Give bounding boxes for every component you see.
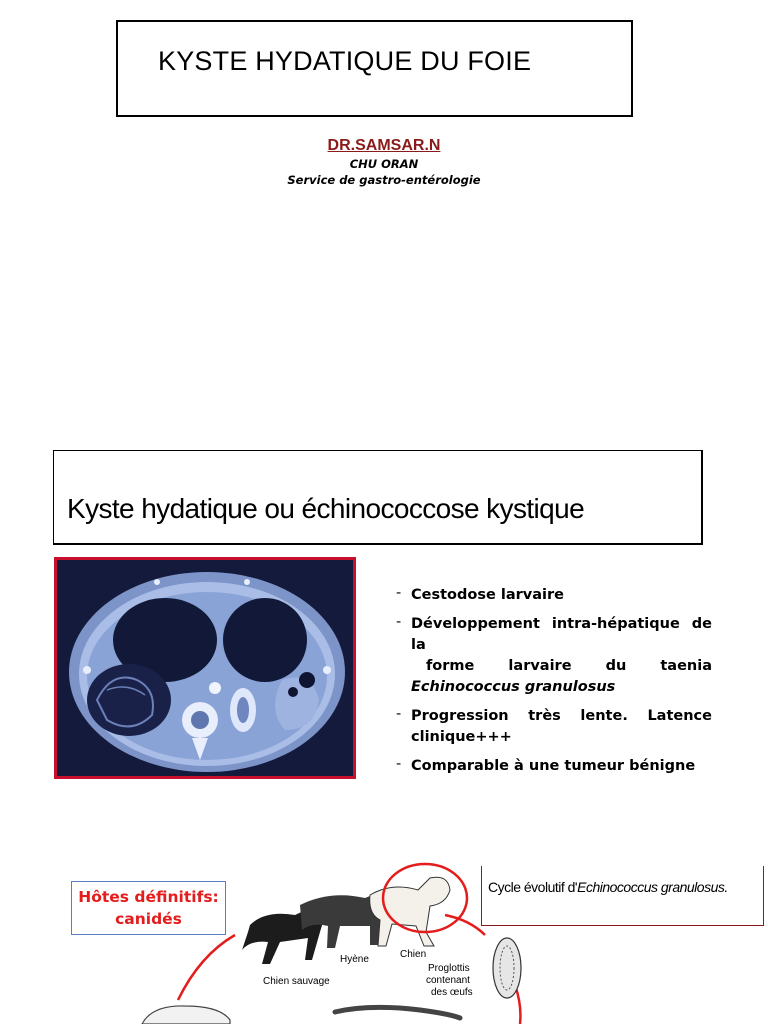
lifecycle-diagram: [130, 860, 530, 1024]
author-institution: CHU ORAN: [349, 157, 419, 171]
bullet-text-line2: forme larvaire du taenia: [426, 658, 712, 674]
author-service: Service de gastro-entérologie: [287, 173, 481, 187]
bullet-text-line3: Echinococcus granulosus: [411, 679, 616, 695]
bullet-marker: -: [396, 585, 402, 601]
slide2-bullet-list: [396, 585, 712, 785]
ct-scan-illustration: [57, 560, 353, 776]
bullet-text: Progression très lente. Latence clinique+++: [411, 708, 712, 745]
tapeworm-icon: [335, 1007, 460, 1018]
ct-scan-image: [54, 557, 356, 779]
bullet-marker: -: [396, 706, 402, 722]
hosts-label-line2: canidés: [115, 910, 182, 928]
label-dog: Chien: [400, 949, 427, 960]
slide1-title: KYSTE HYDATIQUE DU FOIE: [158, 46, 532, 76]
bullet-marker: -: [396, 756, 402, 772]
bullet-text: Cestodose larvaire: [411, 587, 564, 603]
author-name: DR.SAMSAR.N: [327, 137, 441, 154]
intermediate-host-icon: [142, 1006, 230, 1024]
label-hyena: Hyène: [340, 954, 369, 965]
author-block: [0, 137, 768, 187]
slide1-title-box: [116, 20, 633, 117]
bullet-item: [396, 756, 712, 777]
hosts-label-line1: Hôtes définitifs:: [78, 888, 219, 906]
bullet-text: Comparable à une tumeur bénigne: [411, 758, 696, 774]
label-proglottis-1: Proglottis: [428, 963, 470, 974]
slide2-title: Kyste hydatique ou échinococcose kystique: [67, 493, 585, 524]
label-proglottis-3: des œufs: [431, 987, 473, 998]
bullet-marker: -: [396, 614, 402, 630]
cycle-arrow-left: [178, 935, 235, 1000]
cycle-caption-prefix: Cycle évolutif d': [488, 879, 578, 895]
proglottis-icon: [493, 938, 521, 998]
label-wild-dog: Chien sauvage: [263, 976, 330, 987]
bullet-item: [396, 585, 712, 606]
slide2-title-box: [53, 450, 703, 545]
bullet-item: [396, 614, 712, 698]
cycle-caption-species: Echinococcus granulosus.: [577, 879, 728, 895]
label-proglottis-2: contenant: [426, 975, 470, 986]
dog-icon: [370, 877, 450, 946]
bullet-item: [396, 706, 712, 748]
bullet-text-line1: Développement intra-hépatique de la: [411, 616, 712, 653]
